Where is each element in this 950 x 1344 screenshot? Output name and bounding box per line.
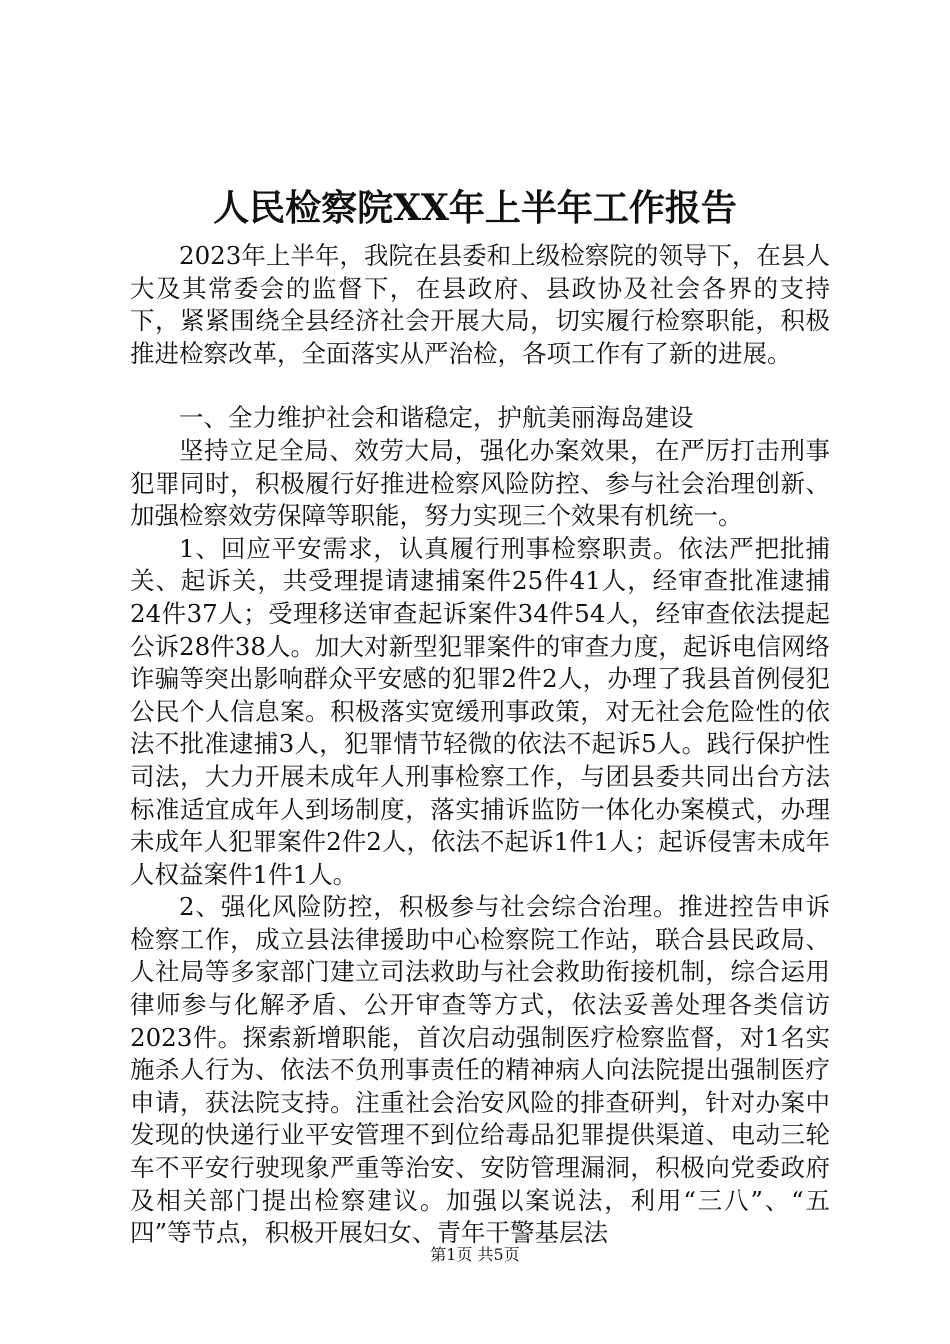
page-number-footer: 第1页 共5页 bbox=[430, 1245, 520, 1264]
intro-paragraph: 2023年上半年，我院在县委和上级检察院的领导下，在县人大及其常委会的监督下，在县政府、县政协及社会各界的支持下，紧紧围绕全县经济社会开展大局，切实履行检察职能，积极推进检察改革，全面落实从严治检，各项工作有了新的进展。 bbox=[130, 241, 830, 368]
section-heading-1: 一、全力维护社会和谐稳定，护航美丽海岛建设 bbox=[179, 403, 694, 433]
item-1-paragraph: 1、回应平安需求，认真履行刑事检察职责。依法严把批捕关、起诉关，共受理提请逮捕案件25件41人，经审查批准逮捕24件37人；受理移送审查起诉案件34件54人，经审查依法提起公诉28件38人。加大对新型犯罪案件的审查力度，起诉电信网络诈骗等突出影响群众平安感的犯罪2件2人，办理了我县首例侵犯公民个人信息案。积极落实宽缓刑事政策，对无社会危险性的依法不批准逮捕3人，犯罪情节轻微的依法不起诉5人。践行保护性司法，大力开展未成年人刑事检察工作，与团县委共同出台方法标准适宜成年人到场制度，落实捕诉监防一体化办案模式，办理未成年人犯罪案件2件2人，依法不起诉1件1人；起诉侵害未成年人权益案件1件1人。 bbox=[130, 533, 830, 889]
document-title: 人民检察院XX年上半年工作报告 bbox=[213, 187, 737, 229]
document-body bbox=[130, 240, 830, 1250]
item-2-paragraph: 2、强化风险防控，积极参与社会综合治理。推进控告申诉检察工作，成立县法律援助中心检察院工作站，联合县民政局、人社局等多家部门建立司法救助与社会救助衔接机制，综合运用律师参与化解矛盾、公开审查等方式，依法妥善处理各类信访2023件。探索新增职能，首次启动强制医疗检察监督，对1名实施杀人行为、依法不负刑事责任的精神病人向法院提出强制医疗申请，获法院支持。注重社会治安风险的排查研判，针对办案中发现的快递行业平安管理不到位给毒品犯罪提供渠道、电动三轮车不平安行驶现象严重等治安、安防管理漏洞，积极向党委政府及相关部门提出检察建议。加强以案说法，利用“三八”、“五四”等节点，积极开展妇女、青年干警基层法 bbox=[130, 892, 830, 1248]
section-1-summary-paragraph: 坚持立足全局、效劳大局，强化办案效果，在严厉打击刑事犯罪同时，积极履行好推进检察风险防控、参与社会治理创新、加强检察效劳保障等职能，努力实现三个效果有机统一。 bbox=[130, 435, 830, 531]
